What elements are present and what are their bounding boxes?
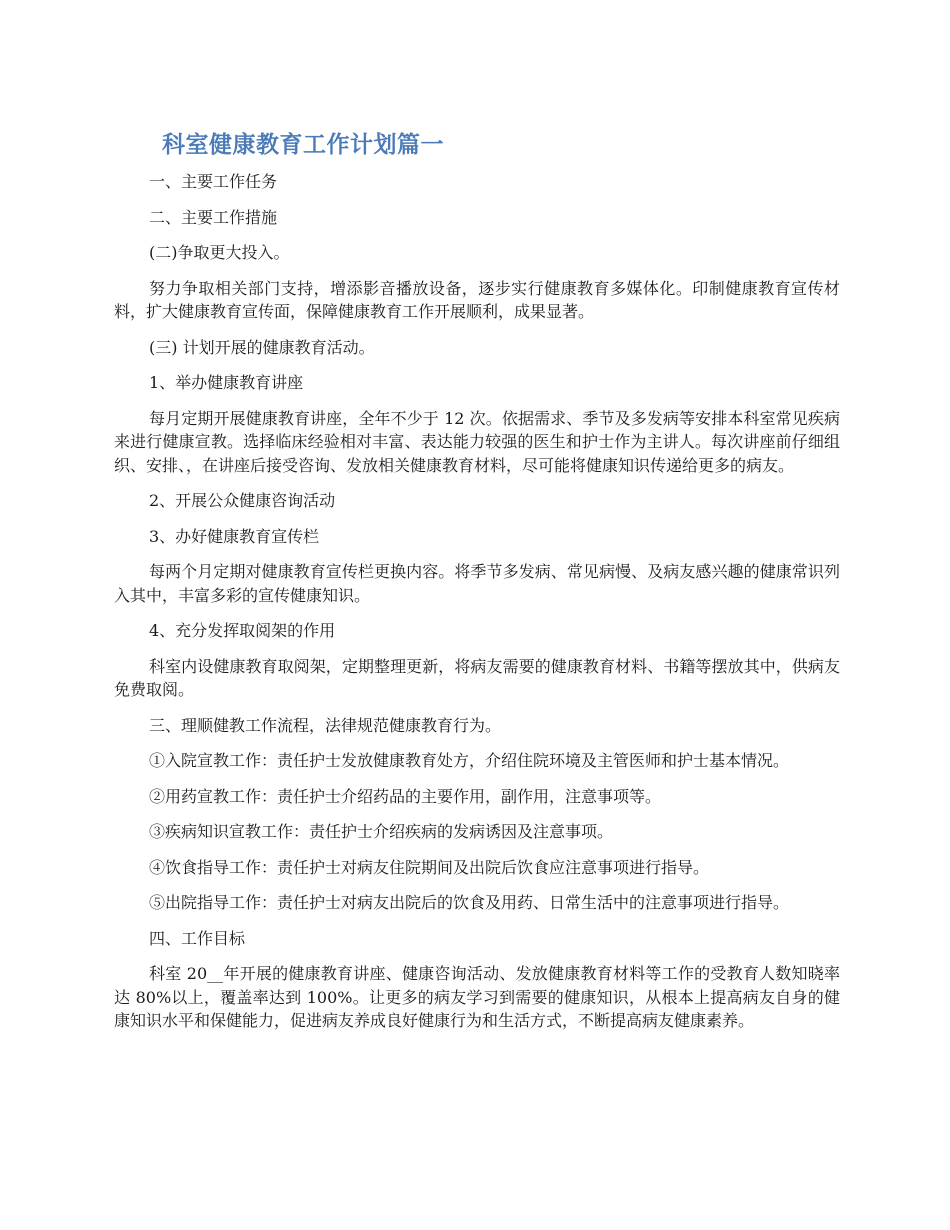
item-lectures: 1、举办健康教育讲座 [149, 373, 304, 392]
subheading-activities: (三) 计划开展的健康教育活动。 [149, 337, 375, 357]
document-title: 科室健康教育工作计划篇一 [162, 132, 444, 158]
item-disease-education: ③疾病知识宣教工作：责任护士介绍疾病的发病诱因及注意事项。 [149, 822, 614, 841]
heading-main-measures: 二、主要工作措施 [149, 207, 278, 227]
heading-main-tasks: 一、主要工作任务 [149, 172, 278, 191]
paragraph-investment: 努力争取相关部门支持，增添影音播放设备，逐步实行健康教育多媒体化。印制健康教育宣传材料，扩大健康教育宣传面，保障健康教育工作开展顺利，成果显著。 [114, 278, 840, 321]
item-admission-education: ①入院宣教工作：责任护士发放健康教育处方，介绍住院环境及主管医师和护士基本情况。 [149, 751, 790, 770]
paragraph-lectures: 每月定期开展健康教育讲座，全年不少于 12 次。依据需求、季节及多发病等安排本科室常见疾病来进行健康宣教。选择临床经验相对丰富、表达能力较强的医生和护士作为主讲人。每次讲座前仔细组织、安排、，在讲座后接受咨询、发放相关健康教育材料，尽可能将健康知识传递给更多的病友。 [114, 408, 840, 475]
item-discharge-guidance: ⑤出院指导工作：责任护士对病友出院后的饮食及用药、日常生活中的注意事项进行指导。 [149, 893, 790, 912]
item-consultation: 2、开展公众健康咨询活动 [149, 491, 336, 510]
heading-workflow: 三、理顺健教工作流程，法律规范健康教育行为。 [149, 715, 502, 735]
document-body [114, 170, 840, 1045]
item-bulletin-board: 3、办好健康教育宣传栏 [149, 526, 320, 546]
paragraph-reading-rack: 科室内设健康教育取阅架，定期整理更新，将病友需要的健康教育材料、书籍等摆放其中，供病友免费取阅。 [114, 656, 840, 699]
heading-goals: 四、工作目标 [149, 928, 246, 948]
item-reading-rack: 4、充分发挥取阅架的作用 [149, 621, 336, 640]
paragraph-bulletin-board: 每两个月定期对健康教育宣传栏更换内容。将季节多发病、常见病慢、及病友感兴趣的健康常识列入其中，丰富多彩的宣传健康知识。 [114, 562, 840, 605]
paragraph-goals: 科室 20__年开展的健康教育讲座、健康咨询活动、发放健康教育材料等工作的受教育人数知晓率达 80%以上，覆盖率达到 100%。让更多的病友学习到需要的健康知识，从根本上提高病友自身的健康知识水平和保健能力，促进病友养成良好健康行为和生活方式，不断提高病友健康素养。 [114, 964, 840, 1030]
item-diet-guidance: ④饮食指导工作：责任护士对病友住院期间及出院后饮食应注意事项进行指导。 [149, 857, 710, 877]
item-medication-education: ②用药宣教工作：责任护士介绍药品的主要作用，副作用，注意事项等。 [149, 786, 662, 806]
subheading-investment: (二)争取更大投入。 [149, 243, 290, 262]
